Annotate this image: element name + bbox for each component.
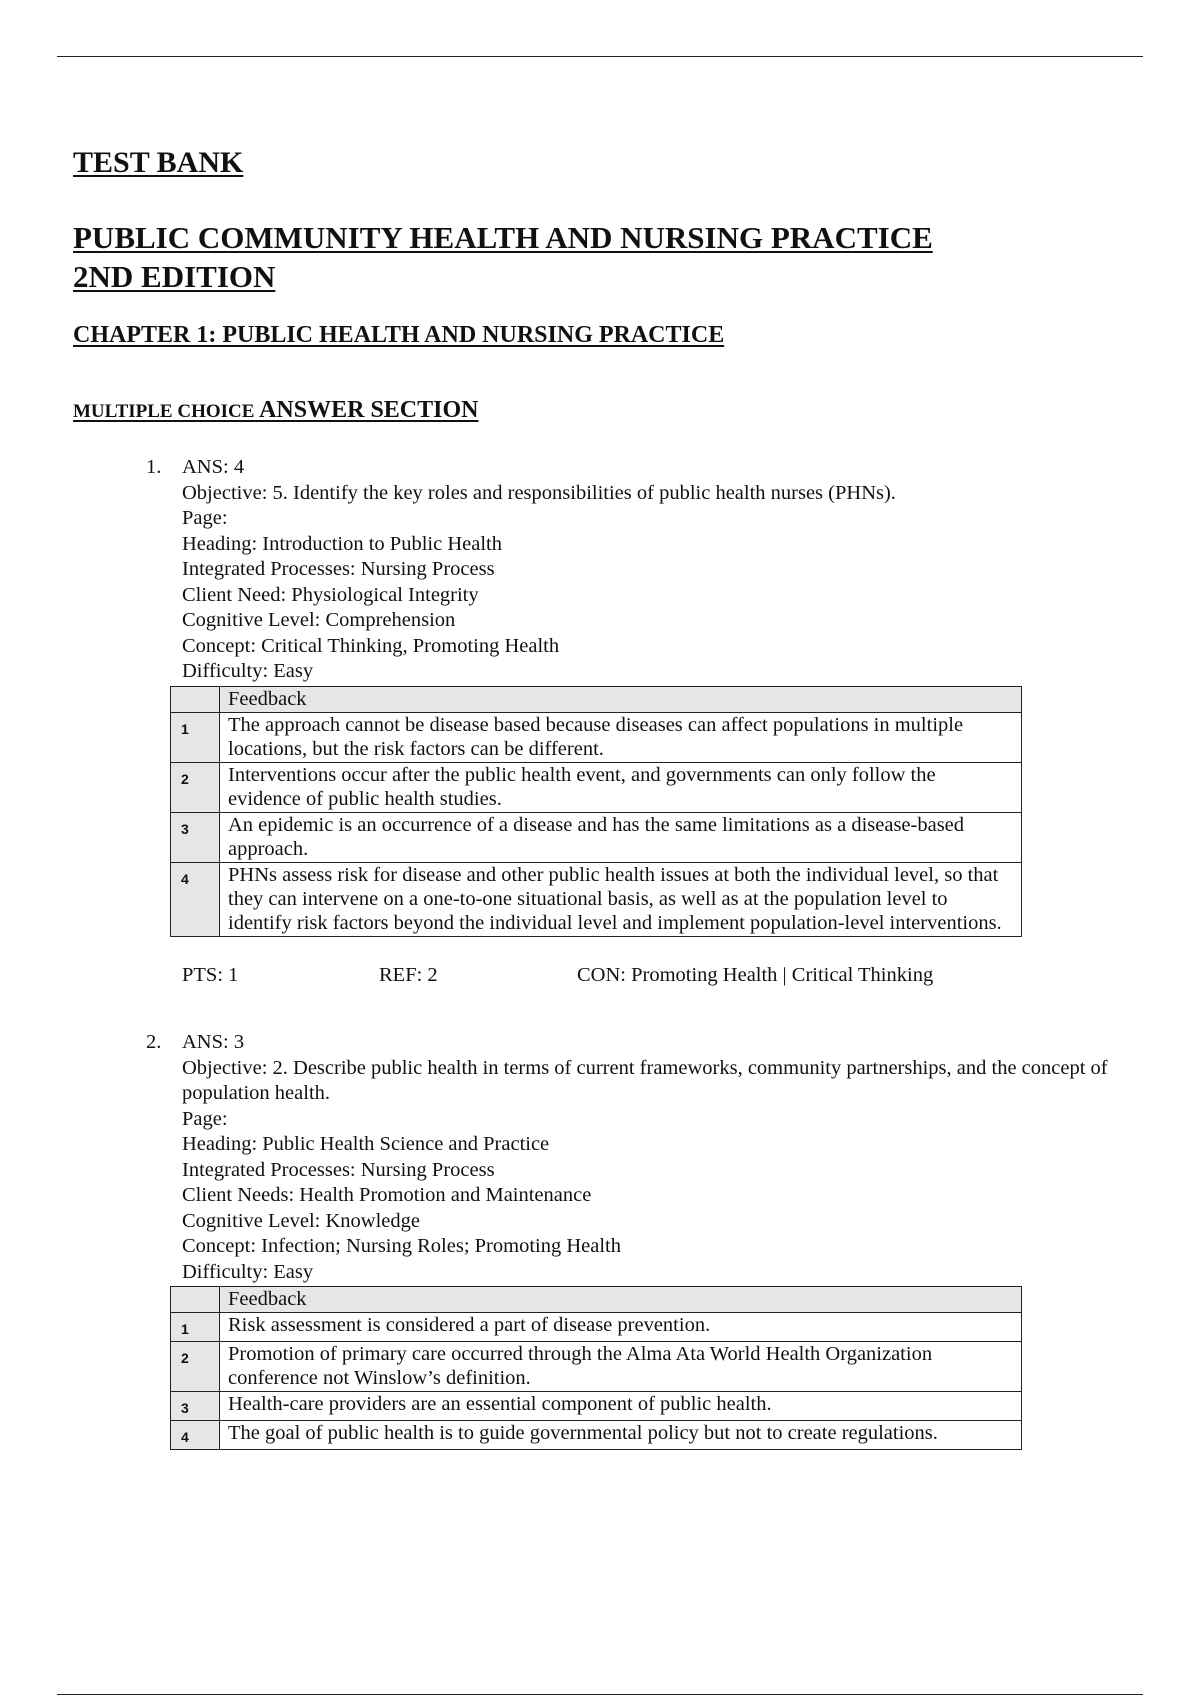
book-title [73, 218, 933, 296]
option-feedback: Risk assessment is considered a part of disease prevention. [220, 1313, 1022, 1342]
objective: Objective: 2. Describe public health in terms of current frameworks, community partnerships, and the concept of population health. [182, 1056, 1108, 1104]
option-feedback: Health-care providers are an essential component of public health. [220, 1392, 1022, 1421]
option-feedback: An epidemic is an occurrence of a disease and has the same limitations as a disease-based approach. [220, 812, 1022, 862]
answer-key: ANS: 4 [182, 456, 245, 478]
client-need: Client Need: Physiological Integrity [182, 583, 479, 606]
option-number: 3 [171, 812, 220, 862]
cognitive-level: Cognitive Level: Comprehension [182, 609, 456, 631]
feedback-header-row [171, 1287, 1022, 1313]
cognitive-level: Cognitive Level: Knowledge [182, 1209, 420, 1232]
option-feedback: Promotion of primary care occurred through the Alma Ata World Health Organization conference not Winslow’s definition. [220, 1342, 1022, 1392]
section-heading-large: ANSWER SECTION [254, 397, 479, 423]
option-feedback: The approach cannot be disease based because diseases can affect populations in multiple locations, but the risk factors can be different. [220, 712, 1022, 762]
option-number: 4 [171, 1421, 220, 1450]
book-title-line-1: PUBLIC COMMUNITY HEALTH AND NURSING PRACTICE [73, 220, 933, 255]
question-number: 2. [146, 1031, 162, 1053]
concept: Concept: Critical Thinking, Promoting Health [182, 634, 560, 657]
feedback-corner-cell [171, 686, 220, 712]
book-title-line-2: 2ND EDITION [73, 259, 276, 294]
answer-key: ANS: 3 [182, 1031, 245, 1053]
feedback-header: Feedback [220, 686, 1022, 712]
objective: Objective: 5. Identify the key roles and responsibilities of public health nurses (PHNs). [182, 481, 896, 504]
option-feedback: PHNs assess risk for disease and other public health issues at both the individual level, so that they can intervene on a one-to-one situational basis, as well as at the population level to identify risk factors beyond the individual level and implement population-level interventions. [220, 862, 1022, 936]
question-body [182, 455, 1168, 988]
option-feedback: The goal of public health is to guide governmental policy but not to create regulations. [220, 1421, 1022, 1450]
option-number: 2 [171, 762, 220, 812]
heading-ref: Heading: Introduction to Public Health [182, 532, 502, 555]
option-number: 1 [171, 1313, 220, 1342]
section-heading [73, 397, 478, 424]
heading-ref: Heading: Public Health Science and Practice [182, 1133, 550, 1155]
chapter-heading: CHAPTER 1: PUBLIC HEALTH AND NURSING PRACTICE [73, 322, 725, 348]
page-ref: Page: [182, 507, 228, 529]
feedback-table [170, 686, 1022, 937]
feedback-table [170, 1286, 1022, 1450]
question-body [182, 1030, 1168, 1450]
feedback-row [171, 712, 1022, 762]
section-heading-small: MULTIPLE CHOICE [73, 401, 255, 422]
feedback-corner-cell [171, 1287, 220, 1313]
feedback-header: Feedback [220, 1287, 1022, 1313]
option-feedback: Interventions occur after the public health event, and governments can only follow the evidence of public health studies. [220, 762, 1022, 812]
feedback-header-row [171, 686, 1022, 712]
concepts: CON: Promoting Health | Critical Thinking [577, 963, 934, 986]
option-number: 2 [171, 1342, 220, 1392]
integrated-processes: Integrated Processes: Nursing Process [182, 558, 495, 580]
concept: Concept: Infection; Nursing Roles; Promoting Health [182, 1235, 621, 1257]
feedback-row [171, 862, 1022, 936]
reference: REF: 2 [379, 963, 438, 986]
difficulty: Difficulty: Easy [182, 660, 314, 682]
feedback-row [171, 1342, 1022, 1392]
option-number: 3 [171, 1392, 220, 1421]
feedback-row [171, 1313, 1022, 1342]
feedback-row [171, 1421, 1022, 1450]
question-number: 1. [146, 456, 162, 478]
feedback-row [171, 1392, 1022, 1421]
difficulty: Difficulty: Easy [182, 1260, 314, 1283]
option-number: 1 [171, 712, 220, 762]
page-title: TEST BANK [73, 146, 244, 179]
top-rule [57, 56, 1143, 57]
points: PTS: 1 [182, 963, 239, 986]
bottom-rule [57, 1694, 1143, 1695]
option-number: 4 [171, 862, 220, 936]
feedback-row [171, 812, 1022, 862]
question-meta [182, 963, 1168, 989]
feedback-row [171, 762, 1022, 812]
integrated-processes: Integrated Processes: Nursing Process [182, 1158, 495, 1181]
client-need: Client Needs: Health Promotion and Maintenance [182, 1184, 592, 1206]
page-ref: Page: [182, 1107, 228, 1130]
